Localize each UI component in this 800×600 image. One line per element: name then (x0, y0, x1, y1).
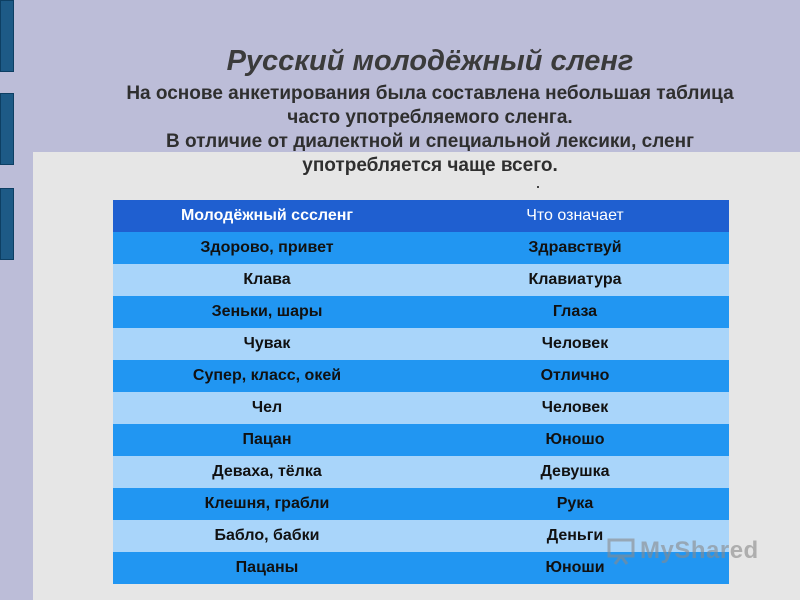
table-row (113, 232, 729, 264)
subtitle-line-1: На основе анкетирования была составлена небольшая таблица (126, 83, 734, 104)
table-row (113, 424, 729, 456)
table-row (113, 456, 729, 488)
table-row (113, 328, 729, 360)
table-row (113, 488, 729, 520)
slang-cell: Чувак (113, 328, 421, 360)
table-row (113, 392, 729, 424)
subtitle-line-2: часто употребляемого сленга. (287, 107, 573, 128)
meaning-cell: Клавиатура (421, 264, 729, 296)
meaning-cell: Отлично (421, 360, 729, 392)
header-slang: Молодёжный сссленг (113, 200, 421, 232)
meaning-cell: Девушка (421, 456, 729, 488)
slide-title: Русский молодёжный сленг (226, 45, 634, 77)
table-row (113, 264, 729, 296)
meaning-cell: Человек (421, 392, 729, 424)
meaning-cell: Деньги (421, 520, 729, 552)
title-block (60, 44, 800, 178)
slang-cell: Супер, класс, окей (113, 360, 421, 392)
decorative-left-bar-2 (0, 93, 14, 165)
slide-subtitle (60, 82, 800, 178)
table-row (113, 360, 729, 392)
meaning-cell: Юноши (421, 552, 729, 584)
decorative-left-bar-1 (0, 0, 14, 72)
subtitle-line-4: употребляется чаще всего. (302, 155, 558, 176)
meaning-cell: Глаза (421, 296, 729, 328)
slang-cell: Деваха, тёлка (113, 456, 421, 488)
meaning-cell: Рука (421, 488, 729, 520)
meaning-cell: Человек (421, 328, 729, 360)
table-header-row (113, 200, 729, 232)
slang-cell: Клава (113, 264, 421, 296)
slang-cell: Пацан (113, 424, 421, 456)
slang-cell: Пацаны (113, 552, 421, 584)
watermark-logo (606, 536, 759, 566)
table-row (113, 296, 729, 328)
slang-cell: Клешня, грабли (113, 488, 421, 520)
subtitle-line-3: В отличие от диалектной и специальной лексики, сленг (165, 131, 695, 152)
slang-cell: Бабло, бабки (113, 520, 421, 552)
meaning-cell: Юношо (421, 424, 729, 456)
presentation-board-icon (606, 536, 636, 566)
stray-dot (537, 186, 539, 188)
slang-cell: Чел (113, 392, 421, 424)
decorative-left-bar-3 (0, 188, 14, 260)
slang-cell: Зеньки, шары (113, 296, 421, 328)
meaning-cell: Здравствуй (421, 232, 729, 264)
slang-cell: Здорово, привет (113, 232, 421, 264)
header-meaning: Что означает (421, 200, 729, 232)
slang-table (113, 200, 729, 584)
logo-text: MyShared (640, 537, 759, 564)
